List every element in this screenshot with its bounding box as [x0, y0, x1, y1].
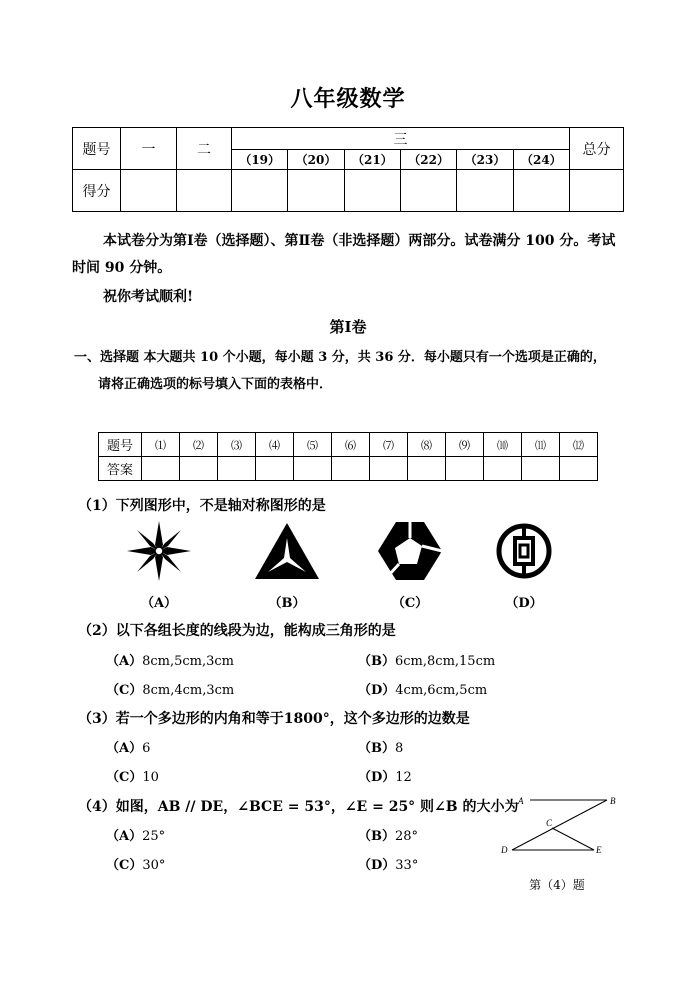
q2-option-a: （A）8cm,5cm,3cm	[106, 654, 234, 669]
instructions-line-2: 请将正确选项的标号填入下面的表格中．	[98, 377, 333, 392]
q4-geometry-figure	[494, 790, 624, 860]
ancient-coin-icon	[495, 522, 553, 580]
q1-label-d: （D）	[505, 596, 543, 611]
point-e-label: E	[596, 845, 602, 855]
score-cell	[344, 170, 400, 212]
section-title: 第Ⅰ卷	[329, 318, 367, 336]
score-cell	[121, 170, 177, 212]
score-cell	[288, 170, 344, 212]
score-table	[72, 127, 624, 212]
score-sub-19: （19）	[232, 150, 288, 170]
q3-option-c: （C）10	[106, 770, 159, 785]
answer-cell	[218, 457, 256, 481]
point-d-label: D	[501, 845, 508, 855]
intro-line-1: 本试卷分为第Ⅰ卷（选择题）、第Ⅱ卷（非选择题）两部分。试卷满分 100 分。考试	[103, 233, 616, 249]
q4-option-c: （C）30°	[106, 858, 166, 873]
answer-number: ⑷	[256, 433, 294, 457]
score-total: 总分	[570, 128, 624, 170]
q4-option-d: （D）33°	[358, 858, 419, 873]
q2-option-d: （D）4cm,6cm,5cm	[358, 683, 488, 698]
answer-row-label: 答案	[99, 457, 142, 481]
answer-number: ⑶	[218, 433, 256, 457]
answer-number: ⑻	[408, 433, 446, 457]
answer-number: ⑺	[370, 433, 408, 457]
q4-stem: （4）如图，AB // DE，∠BCE = 53°，∠E = 25° 则∠B 的大小为	[78, 799, 519, 815]
answer-cell	[332, 457, 370, 481]
score-sub-23: （23）	[457, 150, 513, 170]
score-part-3: 三	[232, 128, 570, 150]
answer-cell	[180, 457, 218, 481]
q4-option-a: （A）25°	[106, 829, 166, 844]
answer-cell	[522, 457, 560, 481]
q1-label-b: （B）	[268, 596, 306, 611]
score-row-label: 得分	[73, 170, 121, 212]
hexagon-cube-icon	[377, 520, 443, 582]
intro-line-2: 时间 90 分钟。	[72, 260, 172, 276]
score-sub-20: （20）	[288, 150, 344, 170]
answer-cell	[446, 457, 484, 481]
score-cell	[177, 170, 232, 212]
q4-option-b: （B）28°	[358, 829, 419, 844]
page-title: 八年级数学	[290, 86, 406, 112]
answer-number: ⑹	[332, 433, 370, 457]
score-sub-22: （22）	[400, 150, 456, 170]
compass-star-icon	[125, 519, 193, 583]
answer-cell	[294, 457, 332, 481]
score-part-2: 二	[177, 128, 232, 170]
score-cell	[513, 170, 569, 212]
answer-number: ⑵	[180, 433, 218, 457]
answer-number: ⑸	[294, 433, 332, 457]
score-cell	[232, 170, 288, 212]
q3-option-a: （A）6	[106, 741, 151, 756]
answer-cell	[560, 457, 598, 481]
score-sub-21: （21）	[344, 150, 400, 170]
answer-cell	[142, 457, 180, 481]
q4-figure-caption: 第（4）题	[529, 878, 585, 892]
answer-cell	[370, 457, 408, 481]
answer-number: ⑴	[142, 433, 180, 457]
answer-cell	[484, 457, 522, 481]
score-cell	[457, 170, 513, 212]
answer-number: ⑼	[446, 433, 484, 457]
point-a-label: A	[518, 796, 524, 806]
point-c-label: C	[546, 818, 553, 828]
triangle-propeller-icon	[254, 522, 320, 580]
score-cell	[400, 170, 456, 212]
q2-option-b: （B）6cm,8cm,15cm	[358, 654, 496, 669]
score-header-label: 题号	[73, 128, 121, 170]
answer-cell	[256, 457, 294, 481]
score-cell	[570, 170, 624, 212]
q2-option-c: （C）8cm,4cm,3cm	[106, 683, 235, 698]
q1-label-c: （C）	[391, 596, 429, 611]
score-part-1: 一	[121, 128, 177, 170]
point-b-label: B	[610, 796, 616, 806]
q3-option-d: （D）12	[358, 770, 412, 785]
answer-number: ⑾	[522, 433, 560, 457]
good-luck-text: 祝你考试顺利!	[103, 289, 194, 305]
answer-cell	[408, 457, 446, 481]
q3-stem: （3）若一个多边形的内角和等于1800°，这个多边形的边数是	[78, 711, 470, 727]
score-sub-24: （24）	[513, 150, 569, 170]
instructions-line-1: 一、选择题 本大题共 10 个小题，每小题 3 分，共 36 分．每小题只有一个选项是正确的，	[74, 350, 606, 365]
answer-number: ⑿	[560, 433, 598, 457]
answer-header-label: 题号	[99, 433, 142, 457]
answer-table	[98, 432, 598, 481]
q1-stem: （1）下列图形中，不是轴对称图形的是	[78, 498, 326, 514]
q1-label-a: （A）	[140, 596, 178, 611]
q2-stem: （2）以下各组长度的线段为边，能构成三角形的是	[78, 623, 396, 639]
q3-option-b: （B）8	[358, 741, 404, 756]
answer-number: ⑽	[484, 433, 522, 457]
